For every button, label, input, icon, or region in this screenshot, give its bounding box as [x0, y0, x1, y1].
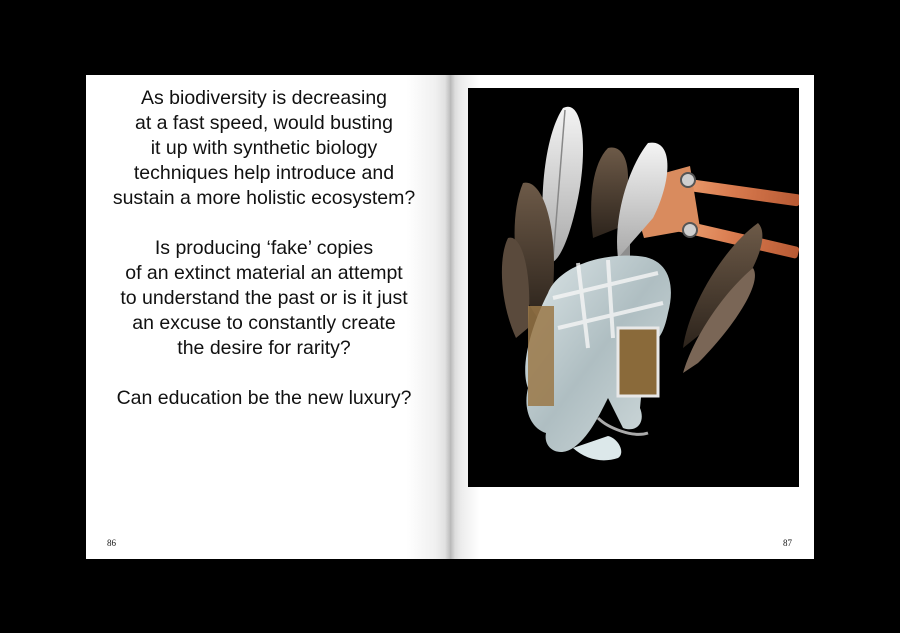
sculpture-illustration [468, 88, 799, 487]
page-number-right: 87 [783, 538, 792, 548]
sculpture-photo [468, 88, 799, 487]
paragraph-fake-copies: Is producing ‘fake’ copies of an extinct material an attempt to understand the past or is it just an excuse to constantly create the desire for rarity? [120, 237, 408, 359]
book-gutter [445, 75, 455, 559]
left-page [86, 75, 450, 559]
paragraph-biodiversity: As biodiversity is decreasing at a fast speed, would busting it up with synthetic biology techniques help introduce and sustain a more holistic ecosystem? [112, 87, 416, 209]
paragraph-education: Can education be the new luxury? [116, 387, 412, 409]
body-text [86, 86, 442, 436]
right-page [450, 75, 814, 559]
book-spread [86, 75, 814, 559]
page-number-left: 86 [107, 538, 116, 548]
